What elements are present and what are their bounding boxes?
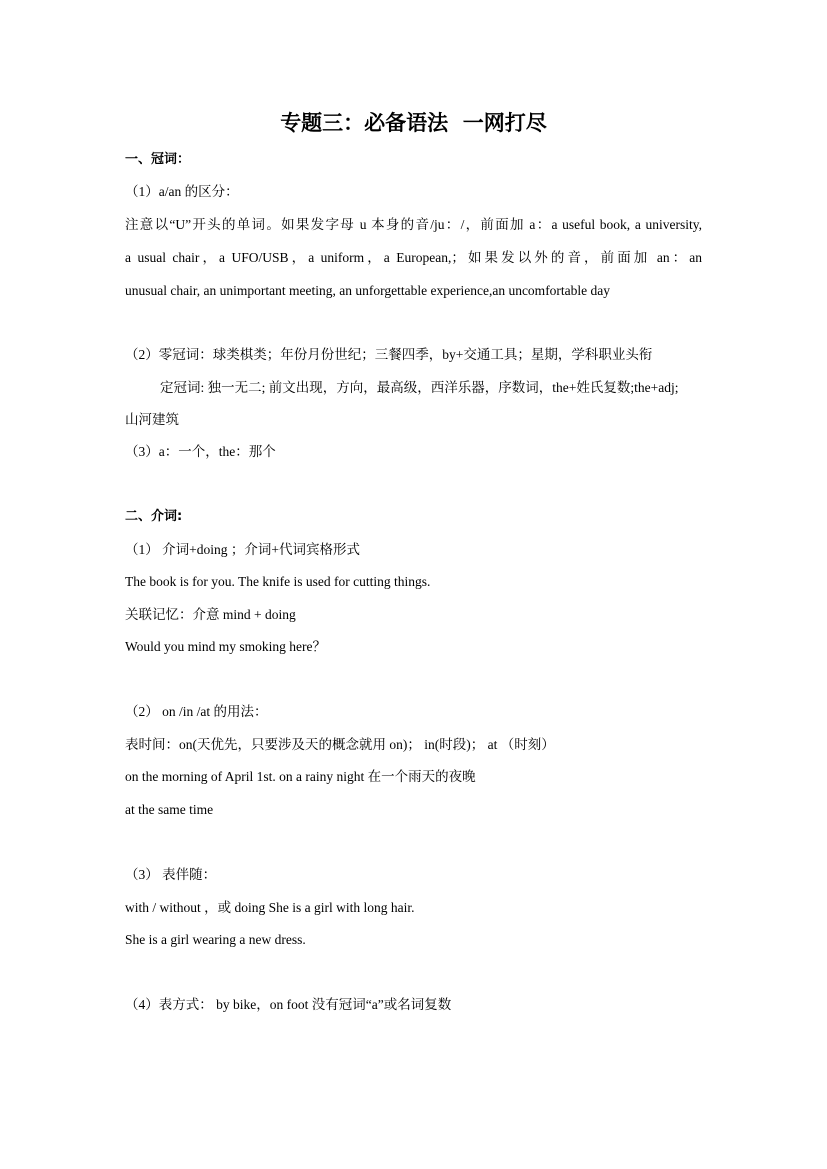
subsection-zero-article: （2）零冠词：球类棋类；年份月份世纪；三餐四季，by+交通工具；星期，学科职业头衔 (125, 347, 653, 362)
document-title: 专题三：必备语法 一网打尽 (280, 110, 547, 135)
example-sentence: The book is for you. The knife is used for cutting things. (125, 574, 431, 589)
paragraph-line: 注意以“U”开头的单词。如果发字母 u 本身的音/ju：/，前面加 a：a useful book, a university, (125, 217, 702, 232)
example-sentence: on the morning of April 1st. on a rainy night 在一个雨天的夜晚 (125, 769, 476, 784)
paragraph-line: 定冠词: 独一无二; 前文出现，方向，最高级，西洋乐器，序数词，the+姓氏复数;the+adj; (160, 380, 679, 395)
paragraph-line: 表时间：on(天优先，只要涉及天的概念就用 on)； in(时段)； at （时刻） (125, 737, 555, 752)
subsection-manner: （4）表方式： by bike，on foot 没有冠词“a”或名词复数 (125, 997, 452, 1012)
section-heading-prepositions: 二、介词: (125, 509, 183, 524)
paragraph-line: a usual chair，a UFO/USB，a uniform，a European,；如果发以外的音，前面加 an：an (125, 250, 702, 265)
paragraph-line: 关联记忆：介意 mind + doing (125, 607, 296, 622)
subsection-accompaniment: （3） 表伴随： (125, 867, 217, 882)
example-sentence: Would you mind my smoking here？ (125, 639, 327, 654)
section-heading-articles: 一、冠词： (125, 152, 191, 167)
subsection-a-an: （1）a/an 的区分： (125, 184, 239, 199)
example-sentence: with / without ，或 doing She is a girl with long hair. (125, 900, 415, 915)
paragraph-line: 山河建筑 (125, 412, 179, 427)
paragraph-line: unusual chair, an unimportant meeting, an unforgettable experience,an uncomfortable day (125, 283, 611, 298)
subsection-prep-doing: （1） 介词+doing ；介词+代词宾格形式 (125, 542, 360, 557)
subsection-a-the: （3）a：一个，the：那个 (125, 444, 276, 459)
example-sentence: at the same time (125, 802, 214, 817)
example-sentence: She is a girl wearing a new dress. (125, 932, 306, 947)
subsection-on-in-at: （2） on /in /at 的用法： (125, 704, 268, 719)
